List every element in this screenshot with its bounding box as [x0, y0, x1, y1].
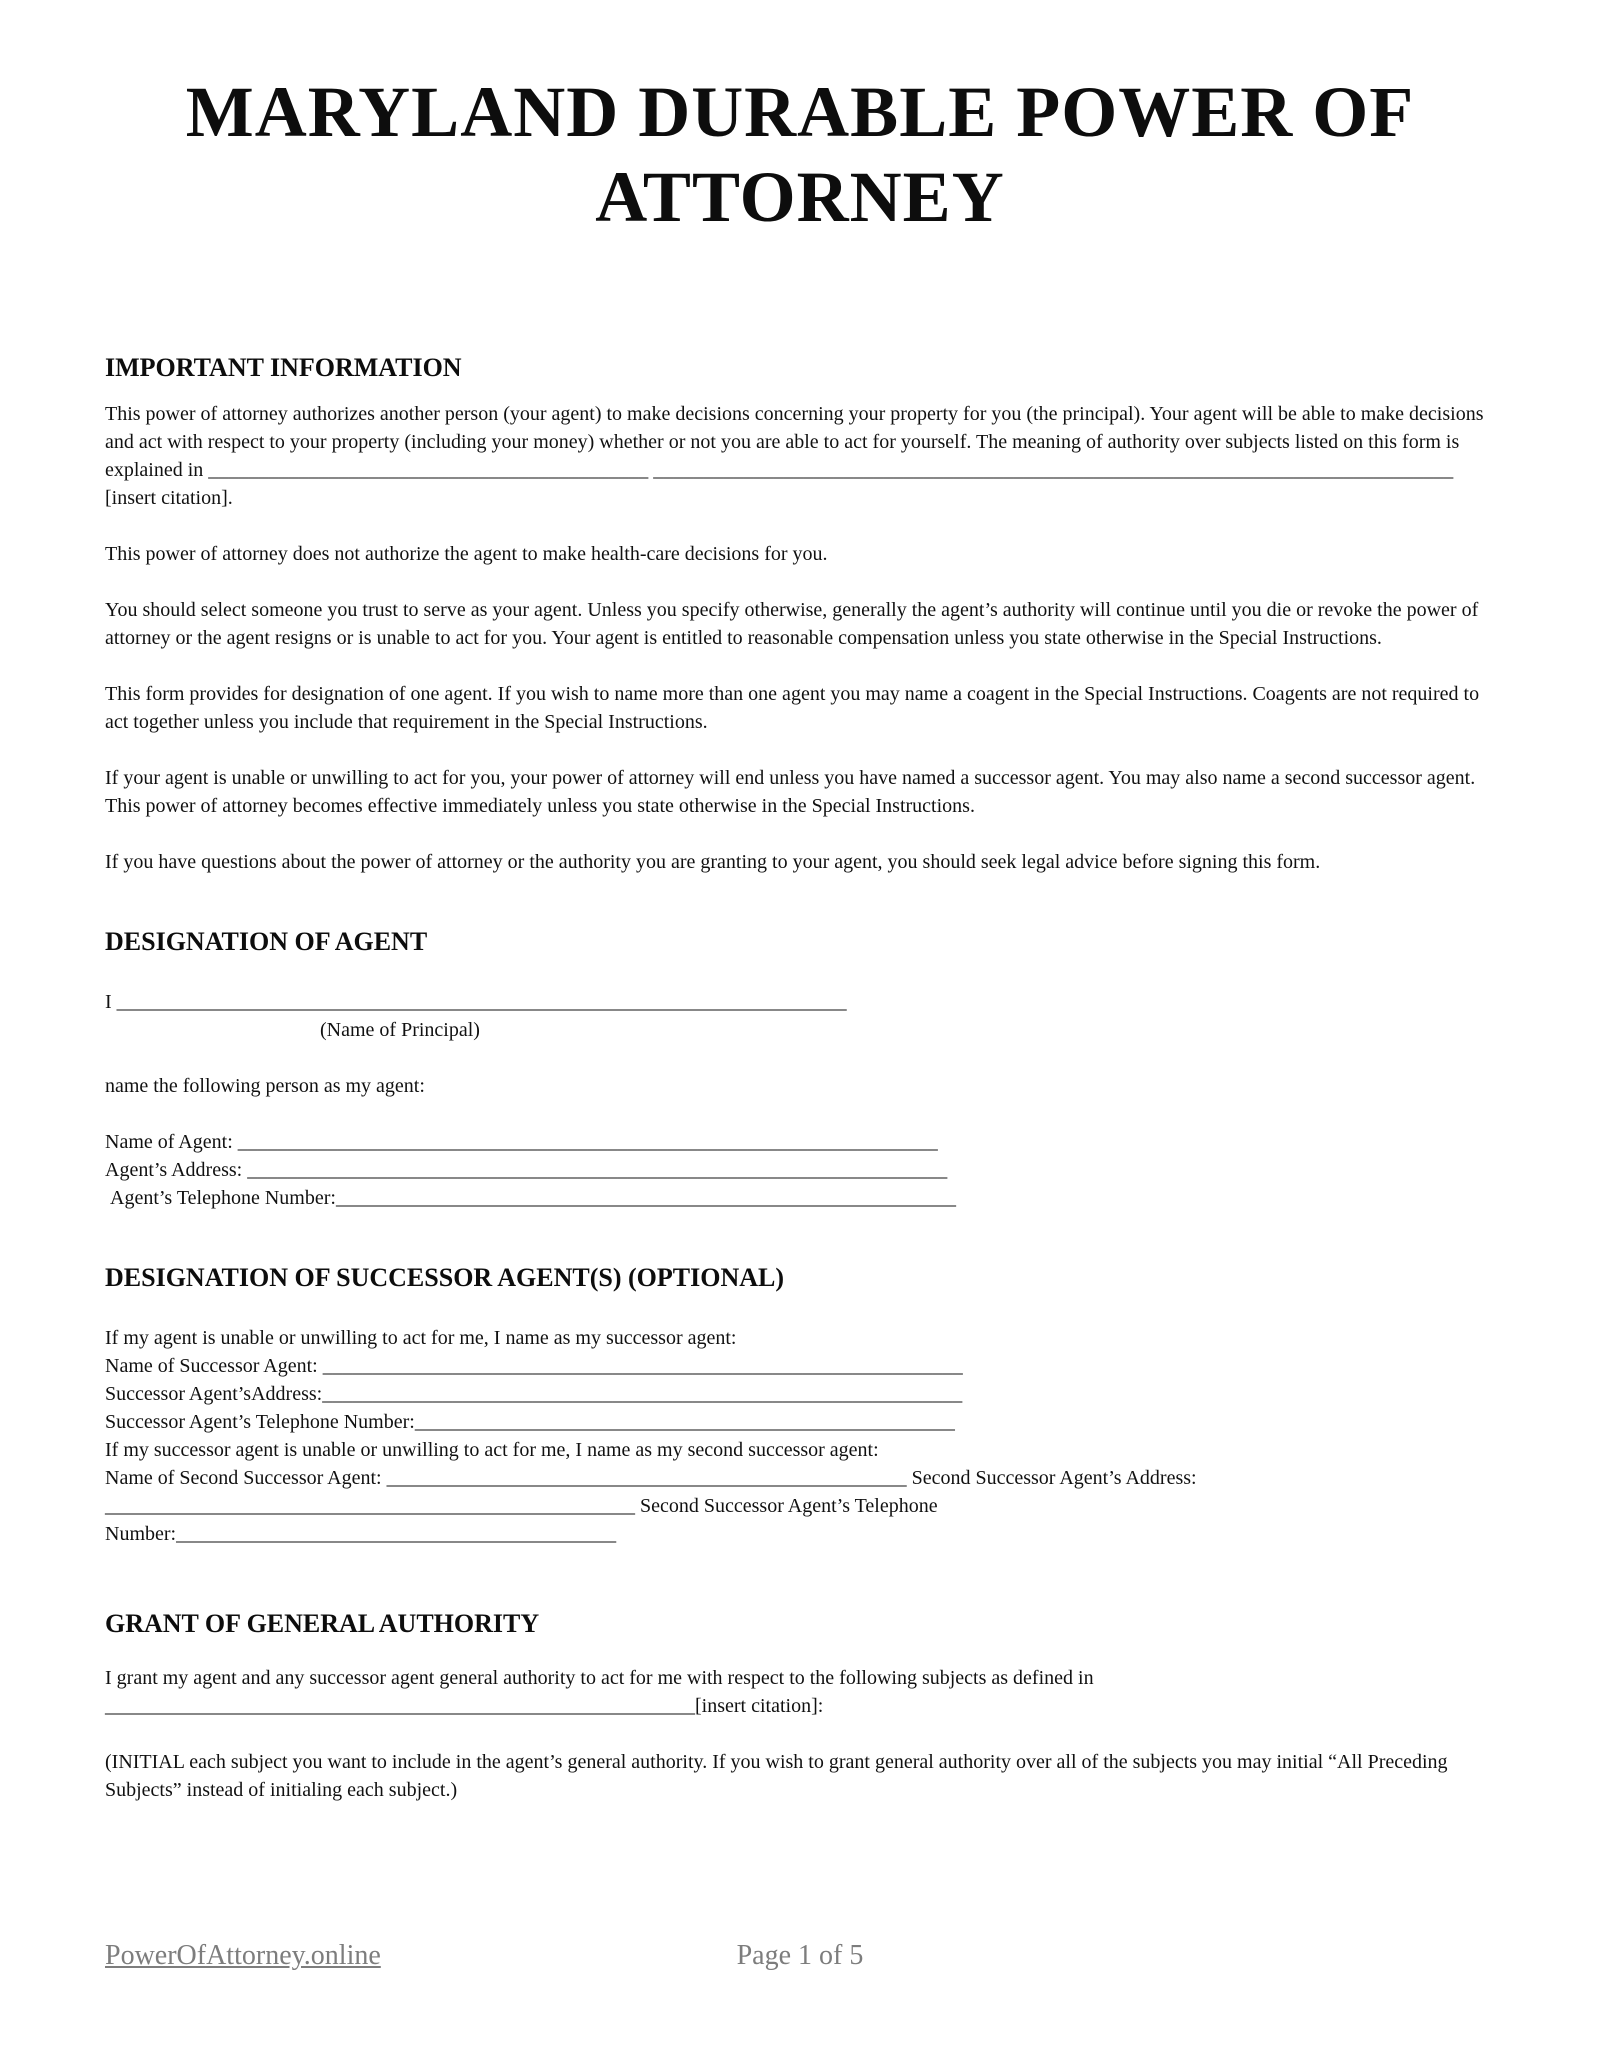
- section-designation-of-agent: [105, 926, 1495, 1212]
- second-successor-address-blank-line: _____________________________________________________ Second Successor Agent’s Telephone: [105, 1495, 938, 1517]
- important-paragraph-questions: If you have questions about the power of attorney or the authority you are granting to your agent, you should seek legal advice before signing this form.: [105, 851, 1321, 873]
- agent-telephone-field-line: Agent’s Telephone Number:______________________________________________________________: [105, 1187, 956, 1209]
- agent-name-field-line: Name of Agent: ______________________________________________________________________: [105, 1131, 938, 1153]
- second-successor-telephone-field-line: Number:____________________________________________: [105, 1523, 617, 1545]
- successor-intro-line: If my agent is unable or unwilling to act for me, I name as my successor agent:: [105, 1327, 737, 1349]
- designation-of-agent-heading: DESIGNATION OF AGENT: [105, 927, 428, 956]
- designation-of-successor-heading: DESIGNATION OF SUCCESSOR AGENT(S) (OPTIONAL): [105, 1263, 784, 1292]
- grant-of-general-authority-heading: GRANT OF GENERAL AUTHORITY: [105, 1609, 540, 1638]
- section-designation-of-successor-agent: [105, 1262, 1495, 1548]
- section-important-information: [105, 352, 1495, 876]
- grant-subjects-paragraph: I grant my agent and any successor agent general authority to act for me with respect to the following subjects as defined in ___________________________________________________________[insert citation]:: [105, 1667, 1099, 1717]
- principal-name-blank-line: I _________________________________________________________________________: [105, 991, 847, 1013]
- successor-address-field-line: Successor Agent’sAddress:________________________________________________________________: [105, 1383, 963, 1405]
- document-title: MARYLAND DURABLE POWER OF ATTORNEY: [185, 72, 1415, 237]
- important-paragraph-select-agent: You should select someone you trust to serve as your agent. Unless you specify otherwise, generally the agent’s authority will continue until you die or revoke the power of attorney or the agent resigns or is unable to act for you. Your agent is entitled to reasonable compensation unless you state otherwise in the Special Instructions.: [105, 599, 1484, 649]
- agent-intro-line: name the following person as my agent:: [105, 1075, 425, 1097]
- successor-name-field-line: Name of Successor Agent: ________________________________________________________________: [105, 1355, 963, 1377]
- section-grant-of-general-authority: [105, 1608, 1495, 1804]
- important-paragraph-healthcare: This power of attorney does not authorize the agent to make health-care decisions for you.: [105, 543, 828, 565]
- important-paragraph-authorizes: This power of attorney authorizes another person (your agent) to make decisions concerning your property for you (the principal). Your agent will be able to make decisions and act with respect to your property (including your money) whether or not you are able to act for yourself. The meaning of authority over subjects listed on this form is explained in ____________________________________________ ________________________________________________________________________________ [insert citation].: [105, 403, 1489, 509]
- important-paragraph-one-agent: This form provides for designation of one agent. If you wish to name more than one agent you may name a coagent in the Special Instructions. Coagents are not required to act together unless you include that requirement in the Special Instructions.: [105, 683, 1485, 733]
- important-paragraph-successor: If your agent is unable or unwilling to act for you, your power of attorney will end unless you have named a successor agent. You may also name a second successor agent. This power of attorney becomes effective immediately unless you state otherwise in the Special Instructions.: [105, 767, 1480, 817]
- second-successor-intro-line: If my successor agent is unable or unwilling to act for me, I name as my second successor agent:: [105, 1439, 879, 1461]
- important-information-heading: IMPORTANT INFORMATION: [105, 353, 462, 382]
- footer-site-link[interactable]: PowerOfAttorney.online: [105, 1940, 381, 1971]
- footer-page-indicator: Page 1 of 5: [736, 1940, 864, 1971]
- page-footer: [105, 1938, 1495, 1980]
- principal-name-caption: (Name of Principal): [320, 1019, 480, 1041]
- second-successor-name-field-line: Name of Second Successor Agent: ____________________________________________________ Second Successor Agent’s Address:: [105, 1467, 1197, 1489]
- agent-address-field-line: Agent’s Address: ______________________________________________________________________: [105, 1159, 948, 1181]
- grant-initial-instructions-paragraph: (INITIAL each subject you want to include in the agent’s general authority. If you wish to grant general authority over all of the subjects you may initial “All Preceding Subjects” instead of initialing each subject.): [105, 1751, 1453, 1801]
- successor-telephone-field-line: Successor Agent’s Telephone Number:______________________________________________________: [105, 1411, 955, 1433]
